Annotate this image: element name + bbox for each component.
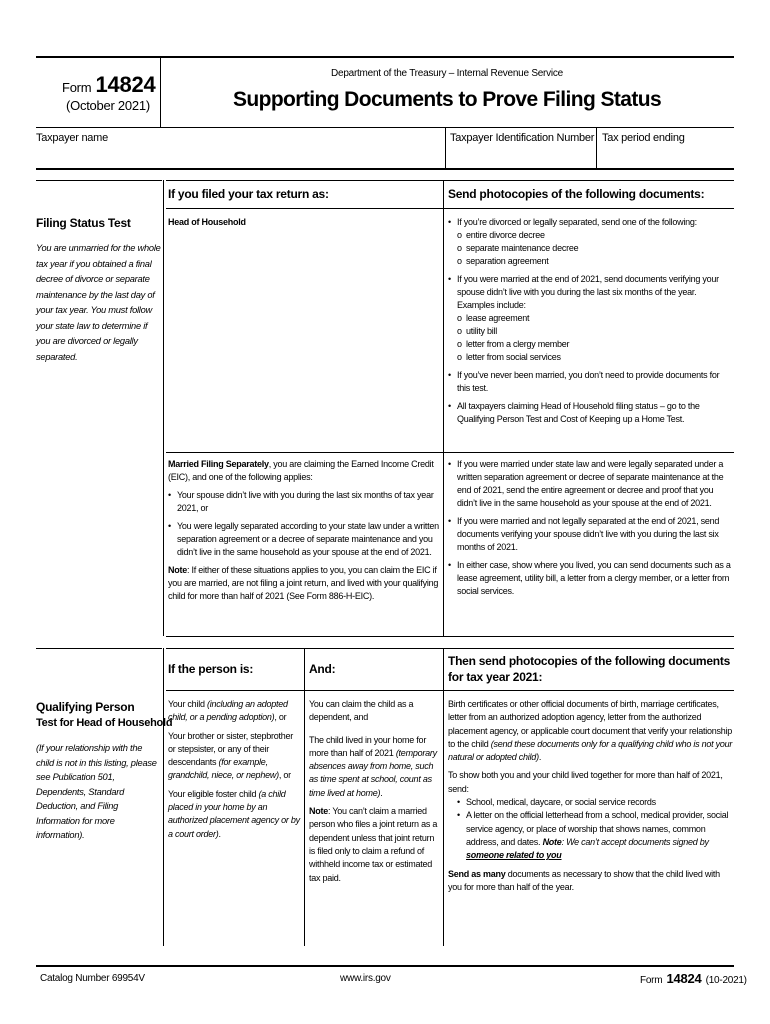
list-item: • Your spouse didn’t live with you during the last six months of tax year 2021, or <box>168 489 440 515</box>
list-item: o lease agreement <box>457 312 732 325</box>
mfs-left: Married Filing Separately, you are claiming the Earned Income Credit (EIC), and one of the following applies: • Your spouse didn’t live with you during the last six months of tax year 2021, or • You were legally separated according to your state law under a written separation agreement or a decree of separate maintenance and you didn’t live in the same household as your spouse at the end of 2021. Note: If either of these situations applies to you, you can claim the EIC if you are married, are not filing a joint return, and lived with your qualifying child for more than half of 2021 (See Form 886-H-EIC). <box>168 458 440 603</box>
list-item: • All taxpayers claiming Head of Household filing status – go to the Qualifying Person Test and Cost of Keeping up a Home Test. <box>448 400 732 426</box>
qp-title: Qualifying Person <box>36 700 135 714</box>
qp-header-and: And: <box>309 662 336 676</box>
form-number: 14824 <box>95 72 156 97</box>
list-item: o separation agreement <box>457 255 732 268</box>
catalog-number: Catalog Number 69954V <box>40 973 145 984</box>
list-item: • If you’re divorced or legally separated, send one of the following: o entire divorce decree o separate maintenance decree o separation agreement <box>448 216 732 268</box>
list-item: • In either case, show where you lived, you can send documents such as a lease agreement, utility bill, a letter from a clergy member, or a letter from social services. <box>448 559 732 598</box>
qp-header-person: If the person is: <box>168 662 254 676</box>
list-item: • School, medical, daycare, or social service records <box>457 796 734 809</box>
tin-field[interactable]: Taxpayer Identification Number <box>450 132 595 144</box>
qp-person-col: Your child (including an adopted child, or a pending adoption), or Your brother or sister, stepbrother or stepsister, or any of their descendants (for example, grandchild, niece, or nephew), or Your eligible foster child (a child placed in your home by an authorized placement agency or by a court order). <box>168 699 300 839</box>
form-word: Form <box>62 80 92 95</box>
list-item: • If you’ve never been married, you don’t need to provide documents for this test. <box>448 369 732 395</box>
filing-status-test-desc: You are unmarried for the whole tax year if you obtained a final decree of divorce or separate maintenance by the last day of your tax year. You must follow your state law to determine if you are divorced or legally separated. <box>36 243 161 362</box>
list-item: • If you were married at the end of 2021, send documents verifying your spouse didn’t live with you during the last six months of the year. Examples include: o lease agreement o utility bill o letter from a clergy member o letter from social services <box>448 273 732 364</box>
taxpayer-name-field[interactable]: Taxpayer name <box>36 132 108 144</box>
list-item: o utility bill <box>457 325 732 338</box>
list-item: o entire divorce decree <box>457 229 732 242</box>
filing-status-test-title: Filing Status Test <box>36 216 131 230</box>
mfs-documents <box>448 458 732 603</box>
qp-send-col: Birth certificates or other official documents of birth, marriage certificates, letter from an authorized adoption agency, letter from the authorized placement agency, or applicable court document that verify your relationship to the child (send these documents only for a qualifying child who is not your natural or adopted child). To show both you and your child lived together for more than half of 2021, send: • School, medical, daycare, or social service records • A letter on the official letterhead from a school, medical provider, social service agency, or place of worship that shows names, common address, and dates. Note: We can’t accept documents signed by someone related to you Send as many documents as necessary to show that the child lived with you for more than half of the year. <box>448 698 734 894</box>
form-date: (October 2021) <box>66 98 150 113</box>
agency: Department of the Treasury – Internal Revenue Service <box>331 68 563 79</box>
filing-col-header-left: If you filed your tax return as: <box>168 187 329 201</box>
irs-website: www.irs.gov <box>340 973 391 984</box>
list-item: • If you were married under state law and were legally separated under a written separation agreement or decree of separate maintenance at the end of 2021, send the entire agreement or decree and proof that you didn’t live in the same household as your spouse at the end of 2021. <box>448 458 732 510</box>
tax-period-field[interactable]: Tax period ending <box>602 132 685 144</box>
qp-subtitle: Test for Head of Household <box>36 717 173 729</box>
page-title: Supporting Documents to Prove Filing Status <box>232 88 662 111</box>
filing-col-header-right: Send photocopies of the following documents: <box>448 187 705 201</box>
qp-desc: (If your relationship with the child is not in this listing, please see Publication 501, Dependents, Standard Deduction, and Filing Information for more information). <box>36 743 157 840</box>
qp-and-col: You can claim the child as a dependent, and The child lived in your home for more than half of 2021 (temporary absences away from home, such as time spent at school, count as time lived at home). Note: You can’t claim a married person who files a joint return as a dependent unless that joint return is filed only to claim a refund of withheld income tax or estimated tax paid. <box>309 699 438 883</box>
mfs-label: Married Filing Separately <box>168 459 269 469</box>
list-item: • If you were married and not legally separated at the end of 2021, send documents verifying your spouse didn’t live with you during the last six months of 2021. <box>448 515 732 554</box>
list-item: o separate maintenance decree <box>457 242 732 255</box>
footer-form-label: Form 14824 (10-2021) <box>640 971 747 986</box>
qp-header-send: Then send photocopies of the following documents for tax year 2021: <box>448 654 730 684</box>
list-item: • A letter on the official letterhead from a school, medical provider, social service agency, or place of worship that shows names, common address, and dates. Note: We can’t accept documents signed by someone related to you <box>457 809 734 862</box>
list-item: o letter from social services <box>457 351 732 364</box>
list-item: • You were legally separated according to your state law under a written separation agreement or a decree of separate maintenance and you didn’t live in the same household as your spouse at the end of 2021. <box>168 520 440 559</box>
list-item: o letter from a clergy member <box>457 338 732 351</box>
form-label <box>62 72 155 98</box>
hoh-label: Head of Household <box>168 217 246 227</box>
hoh-documents <box>448 216 732 431</box>
